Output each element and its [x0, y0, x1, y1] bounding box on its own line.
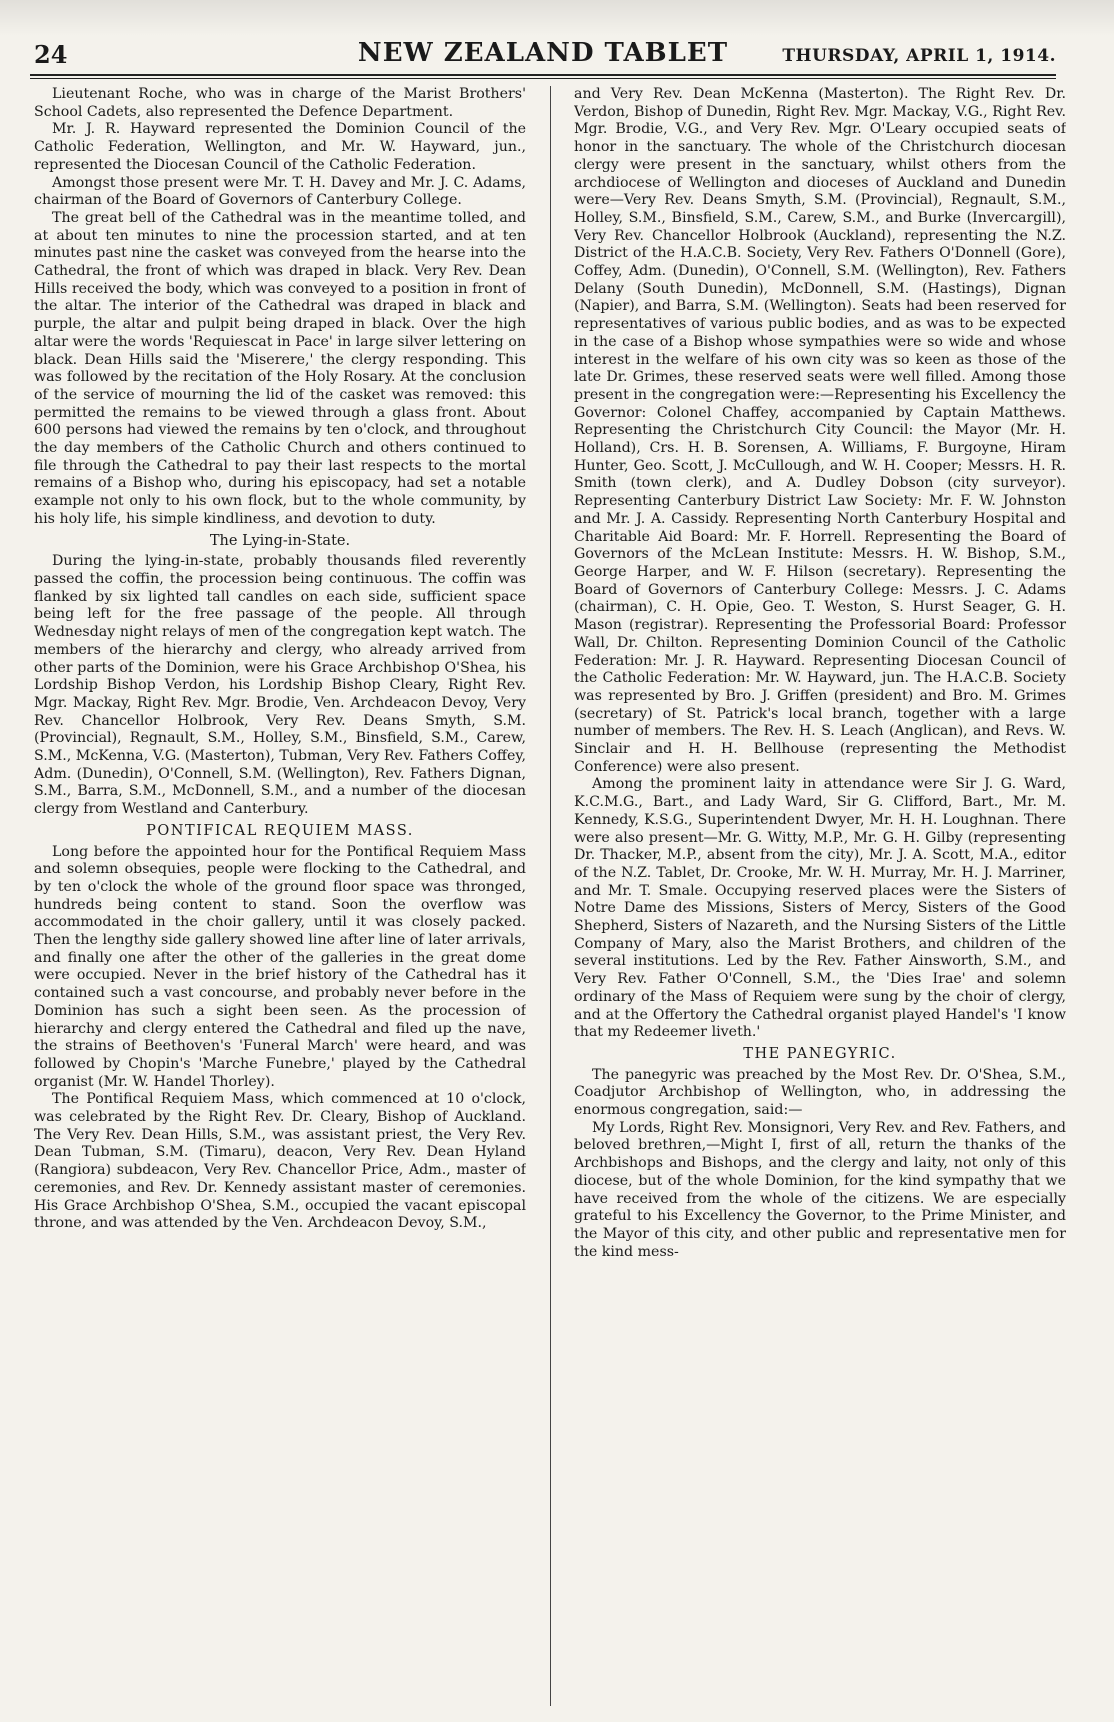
column-divider [550, 86, 551, 1706]
section-heading-panegyric: THE PANEGYRIC. [743, 1045, 897, 1062]
article-paragraph: Mr. J. R. Hayward represented the Dominion Council of the Catholic Federation, Wellington, and Mr. W. Hayward, jun., represented the Diocesan Council of the Catholic Federation. [34, 121, 526, 173]
header-rule-thin [30, 78, 1056, 79]
article-paragraph: The great bell of the Cathedral was in the meantime tolled, and at about ten minutes to nine the procession started, and at ten minutes past nine the casket was conveyed from the hearse into the Cathedral, the front of which was draped in black. Very Rev. Dean Hills received the body, which was conveyed to a position in front of the altar. The interior of the Cathedral was draped in black and purple, the altar and pulpit being draped in black. Over the high altar were the words 'Requiescat in Pace' in large silver lettering on black. Dean Hills said the 'Miserere,' the clergy responding. This was followed by the recitation of the Holy Rosary. At the conclusion of the service of mourning the lid of the casket was removed: this permitted the remains to be viewed through a glass front. About 600 persons had viewed the remains by ten o'clock, and throughout the day members of the Catholic Church and others continued to file through the Cathedral to pay their last respects to the mortal remains of a Bishop who, during his episcopacy, had set a notable example not only to his own flock, but to the whole community, by his holy life, his simple kindliness, and devotion to duty. [34, 209, 526, 527]
article-paragraph: The panegyric was preached by the Most Rev. Dr. O'Shea, S.M., Coadjutor Archbishop of Wellington, who, in addressing the enormous congregation, said:— [574, 1066, 1066, 1119]
right-column [574, 86, 1066, 1706]
section-heading-requiem-mass: PONTIFICAL REQUIEM MASS. [146, 822, 414, 839]
left-column [34, 86, 526, 1706]
page-header [30, 38, 1056, 74]
article-paragraph: Long before the appointed hour for the Pontifical Requiem Mass and solemn obsequies, people were flocking to the Cathedral, and by ten o'clock the whole of the ground floor space was thronged, hundreds being content to stand. Soon the overflow was accommodated in the choir gallery, until it was closely packed. Then the lengthy side gallery showed line after line of later arrivals, and finally one after the other of the galleries in the great dome were occupied. Never in the brief history of the Cathedral has it contained such a vast concourse, and probably never before in the Dominion has such a sight been seen. As the procession of hierarchy and clergy entered the Cathedral and filed up the nave, the strains of Beethoven's 'Funeral March' were heard, and was followed by Chopin's 'Marche Funebre,' played by the Cathedral organist (Mr. W. Handel Thorley). [34, 843, 526, 1090]
masthead-title: NEW ZEALAND TABLET [357, 38, 729, 68]
article-paragraph: The Pontifical Requiem Mass, which commenced at 10 o'clock, was celebrated by the Right Rev. Dr. Cleary, Bishop of Auckland. The Very Rev. Dean Hills, S.M., was assistant priest, the Very Rev. Dean Tubman, S.M. (Timaru), deacon, Very Rev. Dean Hyland (Rangiora) subdeacon, Very Rev. Chancellor Price, Adm., master of ceremonies, and Rev. Dr. Kennedy assistant master of ceremonies. His Grace Archbishop O'Shea, S.M., occupied the vacant episcopal throne, and was attended by the Ven. Archdeacon Devoy, S.M., [34, 1091, 526, 1232]
header-rule [30, 74, 1056, 76]
page-number: 24 [34, 40, 68, 69]
article-paragraph: Amongst those present were Mr. T. H. Davey and Mr. J. C. Adams, chairman of the Board of Governors of Canterbury College. [34, 174, 526, 209]
page-edge-stain [0, 0, 1114, 36]
article-paragraph: Lieutenant Roche, who was in charge of the Marist Brothers' School Cadets, also represented the Defence Department. [34, 86, 526, 120]
article-paragraph: Among the prominent laity in attendance were Sir J. G. Ward, K.C.M.G., Bart., and Lady Ward, Sir G. Clifford, Bart., Mr. M. Kennedy, K.S.G., Superintendent Dwyer, Mr. H. H. Loughnan. There were also present—Mr. G. Witty, M.P., Mr. G. H. Gilby (representing Dr. Thacker, M.P., absent from the city), Mr. J. A. Scott, M.A., editor of the N.Z. Tablet, Dr. Crooke, Mr. W. H. Murray, Mr. H. J. Marriner, and Mr. T. Smale. Occupying reserved places were the Sisters of Notre Dame des Missions, Sisters of Mercy, Sisters of the Good Shepherd, Sisters of Nazareth, and the Nursing Sisters of the Little Company of Mary, also the Marist Brothers, and children of the several institutions. Led by the Rev. Father Ainsworth, S.M., and Very Rev. Father O'Connell, S.M., the 'Dies Irae' and solemn ordinary of the Mass of Requiem were sung by the choir of clergy, and at the Offertory the Cathedral organist played Handel's 'I know that my Redeemer liveth.' [574, 776, 1066, 1041]
article-paragraph: My Lords, Right Rev. Monsignori, Very Rev. and Rev. Fathers, and beloved brethren,—Might I, first of all, return the thanks of the Archbishops and Bishops, and the clergy and laity, not only of this diocese, but of the whole Dominion, for the kind sympathy that we have received from the whole of the citizens. We are especially grateful to his Excellency the Governor, to the Prime Minister, and the Mayor of this city, and other public and representative men for the kind mess- [574, 1119, 1066, 1260]
issue-date: THURSDAY, APRIL 1, 1914. [782, 46, 1056, 66]
section-heading-lying-in-state: The Lying-in-State. [209, 532, 351, 549]
article-paragraph: and Very Rev. Dean McKenna (Masterton). The Right Rev. Dr. Verdon, Bishop of Dunedin, Right Rev. Mgr. Mackay, V.G., Right Rev. Mgr. Brodie, V.G., and Very Rev. Mgr. O'Leary occupied seats of honor in the sanctuary. The whole of the Christchurch diocesan clergy were present in the sanctuary, whilst others from the archdiocese of Wellington and dioceses of Auckland and Dunedin were—Very Rev. Deans Smyth, S.M. (Provincial), Regnault, S.M., Holley, S.M., Binsfield, S.M., Carew, S.M., and Burke (Invercargill), Very Rev. Chancellor Holbrook (Auckland), representing the N.Z. District of the H.A.C.B. Society, Very Rev. Fathers O'Donnell (Gore), Coffey, Adm. (Dunedin), O'Connell, S.M. (Wellington), Rev. Fathers Delany (South Dunedin), McDonnell, S.M. (Hastings), Dignan (Napier), and Barra, S.M. (Wellington). Seats had been reserved for representatives of various public bodies, and as was to be expected in the case of a Bishop whose sympathies were so wide and whose interest in the welfare of his own city was so keen as those of the late Dr. Grimes, these reserved seats were well filled. Among those present in the congregation were:—Representing his Excellency the Governor: Colonel Chaffey, accompanied by Captain Matthews. Representing the Christchurch City Council: the Mayor (Mr. H. Holland), Crs. H. B. Sorensen, A. Williams, F. Burgoyne, Hiram Hunter, Geo. Scott, J. McCullough, and W. H. Cooper; Messrs. H. R. Smith (town clerk), and A. Dudley Dobson (city surveyor). Representing Canterbury District Law Society: Mr. F. W. Johnston and Mr. J. A. Cassidy. Representing North Canterbury Hospital and Charitable Aid Board: Mr. F. Horrell. Representing the Board of Governors of the McLean Institute: Messrs. H. W. Bishop, S.M., George Harper, and W. F. Hilson (secretary). Representing the Board of Governors of Canterbury College: Messrs. J. C. Adams (chairman), C. H. Opie, Geo. T. Weston, S. Hurst Seager, G. H. Mason (registrar). Representing the Professorial Board: Professor Wall, Dr. Chilton. Representing Dominion Council of the Catholic Federation: Mr. J. R. Hayward. Representing Diocesan Council of the Catholic Federation: Mr. W. Hayward, jun. The H.A.C.B. Society was represented by Bro. J. Griffen (president) and Bro. M. Grimes (secretary) of St. Patrick's local branch, together with a large number of members. The Rev. H. S. Leach (Anglican), and Revs. W. Sinclair and H. H. Bellhouse (representing the Methodist Conference) were also present. [574, 86, 1066, 775]
article-paragraph: During the lying-in-state, probably thousands filed reverently passed the coffin, the procession being continuous. The coffin was flanked by six lighted tall candles on each side, sufficient space being left for the free passage of the people. All through Wednesday night relays of men of the congregation kept watch. The members of the hierarchy and clergy, who already arrived from other parts of the Dominion, were his Grace Archbishop O'Shea, his Lordship Bishop Verdon, his Lordship Bishop Cleary, Right Rev. Mgr. Mackay, Right Rev. Mgr. Brodie, Ven. Archdeacon Devoy, Very Rev. Chancellor Holbrook, Very Rev. Deans Smyth, S.M. (Provincial), Regnault, S.M., Holley, S.M., Binsfield, S.M., Carew, S.M., McKenna, V.G. (Masterton), Tubman, Very Rev. Fathers Coffey, Adm. (Dunedin), O'Connell, S.M. (Wellington), Rev. Fathers Dignan, S.M., Barra, S.M., McDonnell, S.M., and a number of the diocesan clergy from Westland and Canterbury. [34, 553, 526, 818]
